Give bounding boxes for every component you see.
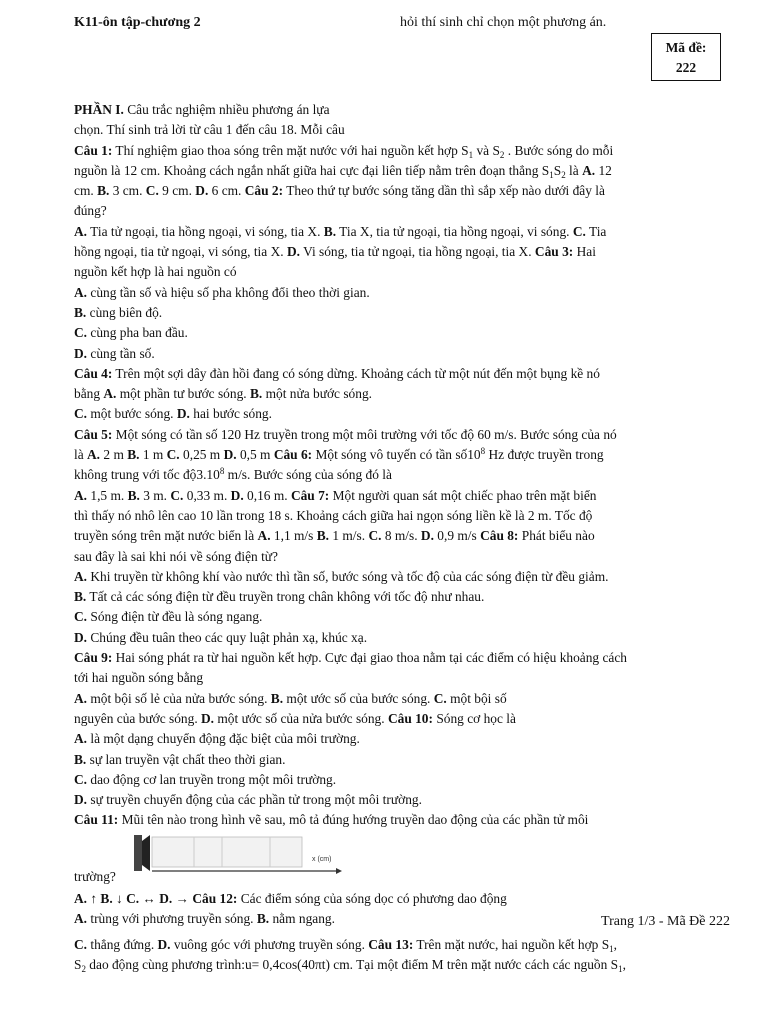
option-label: A. bbox=[74, 284, 88, 300]
text-span: 8 m/s. bbox=[381, 528, 421, 544]
text-span: Một sóng có tần số 120 Hz truyền trong một môi trường với tốc độ 60 m/s. Bước sóng của nó bbox=[112, 426, 617, 442]
text-span: nguyên của bước sóng. bbox=[74, 710, 202, 726]
header-instruction: hỏi thí sinh chỉ chọn một phương án. bbox=[400, 15, 607, 30]
question-label: Câu 7: bbox=[290, 487, 330, 503]
exam-body bbox=[74, 100, 726, 929]
text-line bbox=[74, 344, 726, 364]
question-label: Câu 5: bbox=[74, 426, 113, 442]
text-line bbox=[74, 506, 726, 526]
text-span: 12 bbox=[595, 162, 612, 178]
text-line bbox=[74, 648, 726, 668]
text-span: m/s. Bước sóng của sóng đó là bbox=[224, 467, 392, 483]
option-label: D. bbox=[201, 710, 215, 726]
text-line bbox=[74, 790, 726, 810]
text-span: thì thấy nó nhô lên cao 10 lần trong 18 s. Khoảng cách giữa hai ngọn sóng liền kề là 2 m. Tốc độ bbox=[74, 507, 593, 523]
text-span: 3 m. bbox=[139, 487, 171, 503]
text-line bbox=[74, 628, 726, 648]
option-label: A. bbox=[74, 223, 88, 239]
text-span: S bbox=[553, 162, 562, 178]
text-line bbox=[74, 181, 726, 201]
text-span: Tia X, tia tử ngoại, tia hồng ngoại, vi sóng. bbox=[336, 223, 573, 239]
text-span: là bbox=[565, 162, 583, 178]
question-label: Câu 11: bbox=[74, 812, 119, 828]
text-span: nguồn kết hợp là hai nguồn có bbox=[74, 264, 237, 280]
option-label: B. bbox=[256, 910, 270, 926]
question-label: Câu 8: bbox=[480, 528, 519, 544]
text-line bbox=[74, 425, 726, 445]
option-label: A. bbox=[74, 487, 88, 503]
text-line bbox=[74, 567, 726, 587]
text-line bbox=[74, 445, 726, 465]
subscript: 2 bbox=[81, 964, 86, 975]
text-span: cùng tần số. bbox=[87, 345, 155, 361]
subscript: 2 bbox=[499, 149, 505, 160]
text-span: Sóng cơ học là bbox=[432, 710, 516, 726]
question-label: Câu 12: bbox=[192, 890, 238, 906]
text-span: cm. bbox=[74, 183, 98, 199]
text-span: 6 cm. bbox=[208, 183, 245, 199]
text-span: chọn. Thí sinh trả lời từ câu 1 đến câu 18. Mỗi câu bbox=[74, 122, 345, 138]
page-bottom-text bbox=[74, 935, 726, 976]
text-line bbox=[74, 161, 726, 181]
option-label: C. bbox=[74, 609, 88, 625]
text-line bbox=[74, 465, 726, 485]
text-line bbox=[74, 709, 726, 729]
option-label: D. bbox=[420, 528, 434, 544]
text-span: Chúng đều tuân theo các quy luật phản xạ, khúc xạ. bbox=[87, 629, 368, 645]
text-span: hai bước sóng. bbox=[189, 406, 272, 422]
option-label: B. bbox=[249, 386, 263, 402]
text-span: 0,5 m bbox=[236, 447, 274, 463]
option-label: C. bbox=[74, 325, 88, 341]
text-span: 1 m bbox=[139, 447, 167, 463]
figure-row bbox=[74, 831, 726, 889]
text-span: Phát biểu nào bbox=[518, 528, 595, 544]
text-span: dao động cơ lan truyền trong một môi trường. bbox=[87, 771, 337, 787]
option-label: B. bbox=[270, 690, 284, 706]
text-span: Trên mặt nước, hai nguồn kết hợp S bbox=[413, 937, 610, 952]
text-line bbox=[74, 404, 726, 424]
option-label: B. bbox=[74, 751, 87, 767]
question-label: Câu 10: bbox=[387, 710, 433, 726]
text-line bbox=[74, 384, 726, 404]
option-label: D. bbox=[223, 447, 237, 463]
x-axis-label: x (cm) bbox=[312, 855, 332, 863]
option-label: C. bbox=[166, 447, 180, 463]
text-span: sự truyền chuyển động của các phần tử trong một môi trường. bbox=[87, 792, 422, 808]
text-span: thẳng đứng. bbox=[87, 937, 158, 952]
text-span: Vi sóng, tia tử ngoại, tia hồng ngoại, tia X. bbox=[299, 244, 535, 260]
page-footer: Trang 1/3 - Mã Đề 222 bbox=[601, 914, 730, 929]
text-span: 2 m bbox=[100, 447, 128, 463]
option-label: D. bbox=[195, 183, 209, 199]
option-label: B. bbox=[100, 890, 113, 906]
text-span: 1,5 m. bbox=[87, 487, 128, 503]
option-label: A. bbox=[257, 528, 271, 544]
text-span: một phần tư bước sóng. bbox=[116, 386, 250, 402]
superscript: 8 bbox=[219, 466, 225, 477]
option-label: C. bbox=[572, 223, 586, 239]
option-label: D. bbox=[176, 406, 190, 422]
text-span: Mũi tên nào trong hình vẽ sau, mô tả đúng hướng truyền dao động của các phần tử môi bbox=[118, 812, 589, 828]
option-label: B. bbox=[97, 183, 110, 199]
text-span: một bước sóng. bbox=[87, 406, 177, 422]
text-span: ↑ bbox=[87, 890, 101, 906]
text-span: một nửa bước sóng. bbox=[262, 386, 372, 402]
text-span: . Bước sóng do mỗi bbox=[504, 142, 614, 158]
subscript: 2 bbox=[561, 169, 566, 180]
text-span: cùng biên độ. bbox=[86, 304, 163, 320]
text-line bbox=[74, 242, 726, 262]
text-span: S bbox=[74, 957, 82, 973]
text-span: → bbox=[172, 890, 193, 906]
text-span: , bbox=[622, 957, 626, 973]
option-label: C. bbox=[145, 183, 159, 199]
text-line bbox=[74, 770, 726, 790]
question-label: Câu 13: bbox=[368, 937, 414, 952]
subscript: 1 bbox=[549, 169, 554, 180]
subscript: 1 bbox=[618, 964, 623, 975]
text-span: không trung với tốc độ3.10 bbox=[74, 467, 220, 483]
text-span: một bội số bbox=[446, 690, 507, 706]
text-span: 1,1 m/s bbox=[270, 528, 317, 544]
text-span: Khi truyền từ không khí vào nước thì tần số, bước sóng và tốc độ của các sóng điện từ đều giảm. bbox=[87, 568, 609, 584]
text-line bbox=[74, 201, 726, 221]
speaker-body bbox=[134, 835, 142, 871]
option-label: A. bbox=[74, 890, 88, 906]
text-span: 0,25 m bbox=[179, 447, 224, 463]
text-span: sau đây là sai khi nói về sóng điện từ? bbox=[74, 548, 278, 564]
text-line bbox=[74, 303, 726, 323]
text-span: Một người quan sát một chiếc phao trên mặt biển bbox=[329, 487, 597, 503]
document-title: K11-ôn tập-chương 2 bbox=[74, 15, 201, 30]
text-span: 0,16 m. bbox=[243, 487, 291, 503]
text-span: trùng với phương truyền sóng. bbox=[87, 910, 257, 926]
text-line bbox=[74, 750, 726, 770]
text-line bbox=[74, 607, 726, 627]
question-label: Câu 3: bbox=[534, 244, 574, 260]
option-label: B. bbox=[323, 223, 337, 239]
text-span: Thí nghiệm giao thoa sóng trên mặt nước với hai nguồn kết hợp S bbox=[112, 142, 469, 158]
text-span: hồng ngoại, tia tử ngoại, vi sóng, tia X. bbox=[74, 244, 287, 260]
text-span: một ước số của nửa bước sóng. bbox=[214, 710, 388, 726]
superscript: 8 bbox=[480, 446, 486, 457]
text-line bbox=[74, 810, 726, 830]
text-line bbox=[74, 955, 726, 975]
text-line bbox=[74, 547, 726, 567]
text-line bbox=[74, 283, 726, 303]
text-line bbox=[74, 689, 726, 709]
text-span: sự lan truyền vật chất theo thời gian. bbox=[86, 751, 286, 767]
x-axis-arrowhead bbox=[336, 868, 342, 874]
text-span: 9 cm. bbox=[158, 183, 196, 199]
option-label: D. bbox=[74, 345, 88, 361]
text-line bbox=[74, 222, 726, 242]
text-span: , bbox=[613, 937, 618, 952]
text-span: Sóng điện từ đều là sóng ngang. bbox=[87, 609, 263, 625]
section-label: PHẦN I. bbox=[74, 102, 124, 117]
text-span: một ước số của bước sóng. bbox=[283, 690, 434, 706]
question-label: Câu 6: bbox=[273, 447, 313, 463]
exam-code-box bbox=[651, 33, 721, 81]
text-line bbox=[74, 935, 726, 955]
text-span: bằng bbox=[74, 386, 104, 402]
option-label: A. bbox=[87, 447, 101, 463]
text-span: Các điểm sóng của sóng dọc có phương dao động bbox=[237, 890, 507, 906]
text-span: cùng tần số và hiệu số pha không đổi theo thời gian. bbox=[87, 284, 370, 300]
option-label: C. bbox=[74, 771, 88, 787]
text-line bbox=[74, 729, 726, 749]
text-span: Một sóng vô tuyến có tần số10 bbox=[312, 447, 481, 463]
text-line bbox=[74, 262, 726, 282]
text-span: một bội số lẻ của nửa bước sóng. bbox=[87, 690, 271, 706]
text-span: là một dạng chuyển động đặc biệt của môi trường. bbox=[87, 731, 360, 747]
text-span: Trên một sợi dây đàn hồi đang có sóng dừng. Khoảng cách từ một nút đến một bụng kề nó bbox=[112, 365, 600, 381]
question-label: Câu 1: bbox=[74, 142, 113, 158]
question-label: Câu 2: bbox=[244, 183, 284, 199]
text-span: Tất cả các sóng điện từ đều truyền trong chân không với tốc độ như nhau. bbox=[86, 589, 485, 605]
text-line bbox=[74, 668, 726, 688]
option-label: D. bbox=[159, 890, 173, 906]
text-span: Hai bbox=[573, 244, 596, 260]
text-span: tới hai nguồn sóng bằng bbox=[74, 670, 204, 686]
text-span: ↔ bbox=[139, 890, 160, 906]
speaker-cone bbox=[142, 835, 150, 871]
option-label: B. bbox=[316, 528, 329, 544]
option-label: A. bbox=[74, 568, 88, 584]
text-line bbox=[74, 323, 726, 343]
text-line bbox=[74, 889, 726, 909]
text-span: Hz được truyền trong bbox=[485, 447, 604, 463]
exam-code-value: 222 bbox=[675, 60, 697, 75]
text-span: cùng pha ban đầu. bbox=[87, 325, 188, 341]
text-span: truyền sóng trên mặt nước biển là bbox=[74, 528, 258, 544]
option-label: D. bbox=[286, 244, 300, 260]
text-span: đúng? bbox=[74, 203, 107, 219]
option-label: A. bbox=[74, 690, 88, 706]
text-line bbox=[74, 526, 726, 546]
option-label: A. bbox=[582, 162, 596, 178]
text-span: 0,33 m. bbox=[183, 487, 231, 503]
option-label: B. bbox=[74, 589, 87, 605]
subscript: 1 bbox=[609, 944, 614, 954]
option-label: A. bbox=[74, 731, 88, 747]
option-label: A. bbox=[103, 386, 117, 402]
question-1 bbox=[74, 141, 726, 161]
text-span: và S bbox=[473, 142, 500, 158]
text-line bbox=[74, 486, 726, 506]
text-span: Câu trắc nghiệm nhiều phương án lựa bbox=[123, 102, 330, 117]
question-label: Câu 4: bbox=[74, 365, 113, 381]
option-label: A. bbox=[74, 910, 88, 926]
text-span: vuông góc với phương truyền sóng. bbox=[170, 937, 369, 952]
option-label: C. bbox=[74, 937, 88, 952]
text-span: nguồn là 12 cm. Khoảng cách ngắn nhất giữa hai cực đại liên tiếp nằm trên đoạn thẳng S bbox=[74, 162, 550, 178]
option-label: C. bbox=[170, 487, 184, 503]
text-span: Hai sóng phát ra từ hai nguồn kết hợp. Cực đại giao thoa nằm tại các điểm có hiệu khoảng cách bbox=[112, 650, 627, 666]
option-label: C. bbox=[433, 690, 447, 706]
text-line bbox=[74, 587, 726, 607]
text-span: Tia tử ngoại, tia hồng ngoại, vi sóng, tia X. bbox=[87, 223, 324, 239]
text-span: 3 cm. bbox=[109, 183, 146, 199]
option-label: D. bbox=[230, 487, 244, 503]
text-span: 0,9 m/s bbox=[433, 528, 481, 544]
text-span: Tia bbox=[585, 223, 607, 239]
subscript: 1 bbox=[468, 149, 474, 160]
text-span: dao động cùng phương trình:u= 0,4cos(40πt) cm. Tại một điểm M trên mặt nước cách các nguồn S bbox=[85, 957, 619, 973]
text-span: là bbox=[74, 447, 88, 463]
question-label: Câu 9: bbox=[74, 650, 113, 666]
text-line bbox=[74, 120, 726, 140]
exam-code-label: Mã đề: bbox=[665, 40, 707, 55]
option-label: C. bbox=[368, 528, 382, 544]
text-line bbox=[74, 100, 726, 120]
figure-caption-text: trường? bbox=[74, 868, 116, 884]
option-label: C. bbox=[126, 890, 140, 906]
option-label: D. bbox=[74, 792, 88, 808]
option-label: C. bbox=[74, 406, 88, 422]
option-label: B. bbox=[127, 447, 140, 463]
text-span: 1 m/s. bbox=[329, 528, 369, 544]
option-label: B. bbox=[74, 304, 87, 320]
text-span: Theo thứ tự bước sóng tăng dần thì sắp xếp nào dưới đây là bbox=[283, 183, 605, 199]
sound-tube-figure bbox=[124, 831, 384, 879]
option-label: D. bbox=[74, 629, 88, 645]
text-span: ↓ bbox=[112, 890, 127, 906]
tube bbox=[152, 837, 302, 867]
option-label: D. bbox=[157, 937, 171, 952]
option-label: B. bbox=[127, 487, 140, 503]
text-line bbox=[74, 364, 726, 384]
text-span: nằm ngang. bbox=[269, 910, 335, 926]
